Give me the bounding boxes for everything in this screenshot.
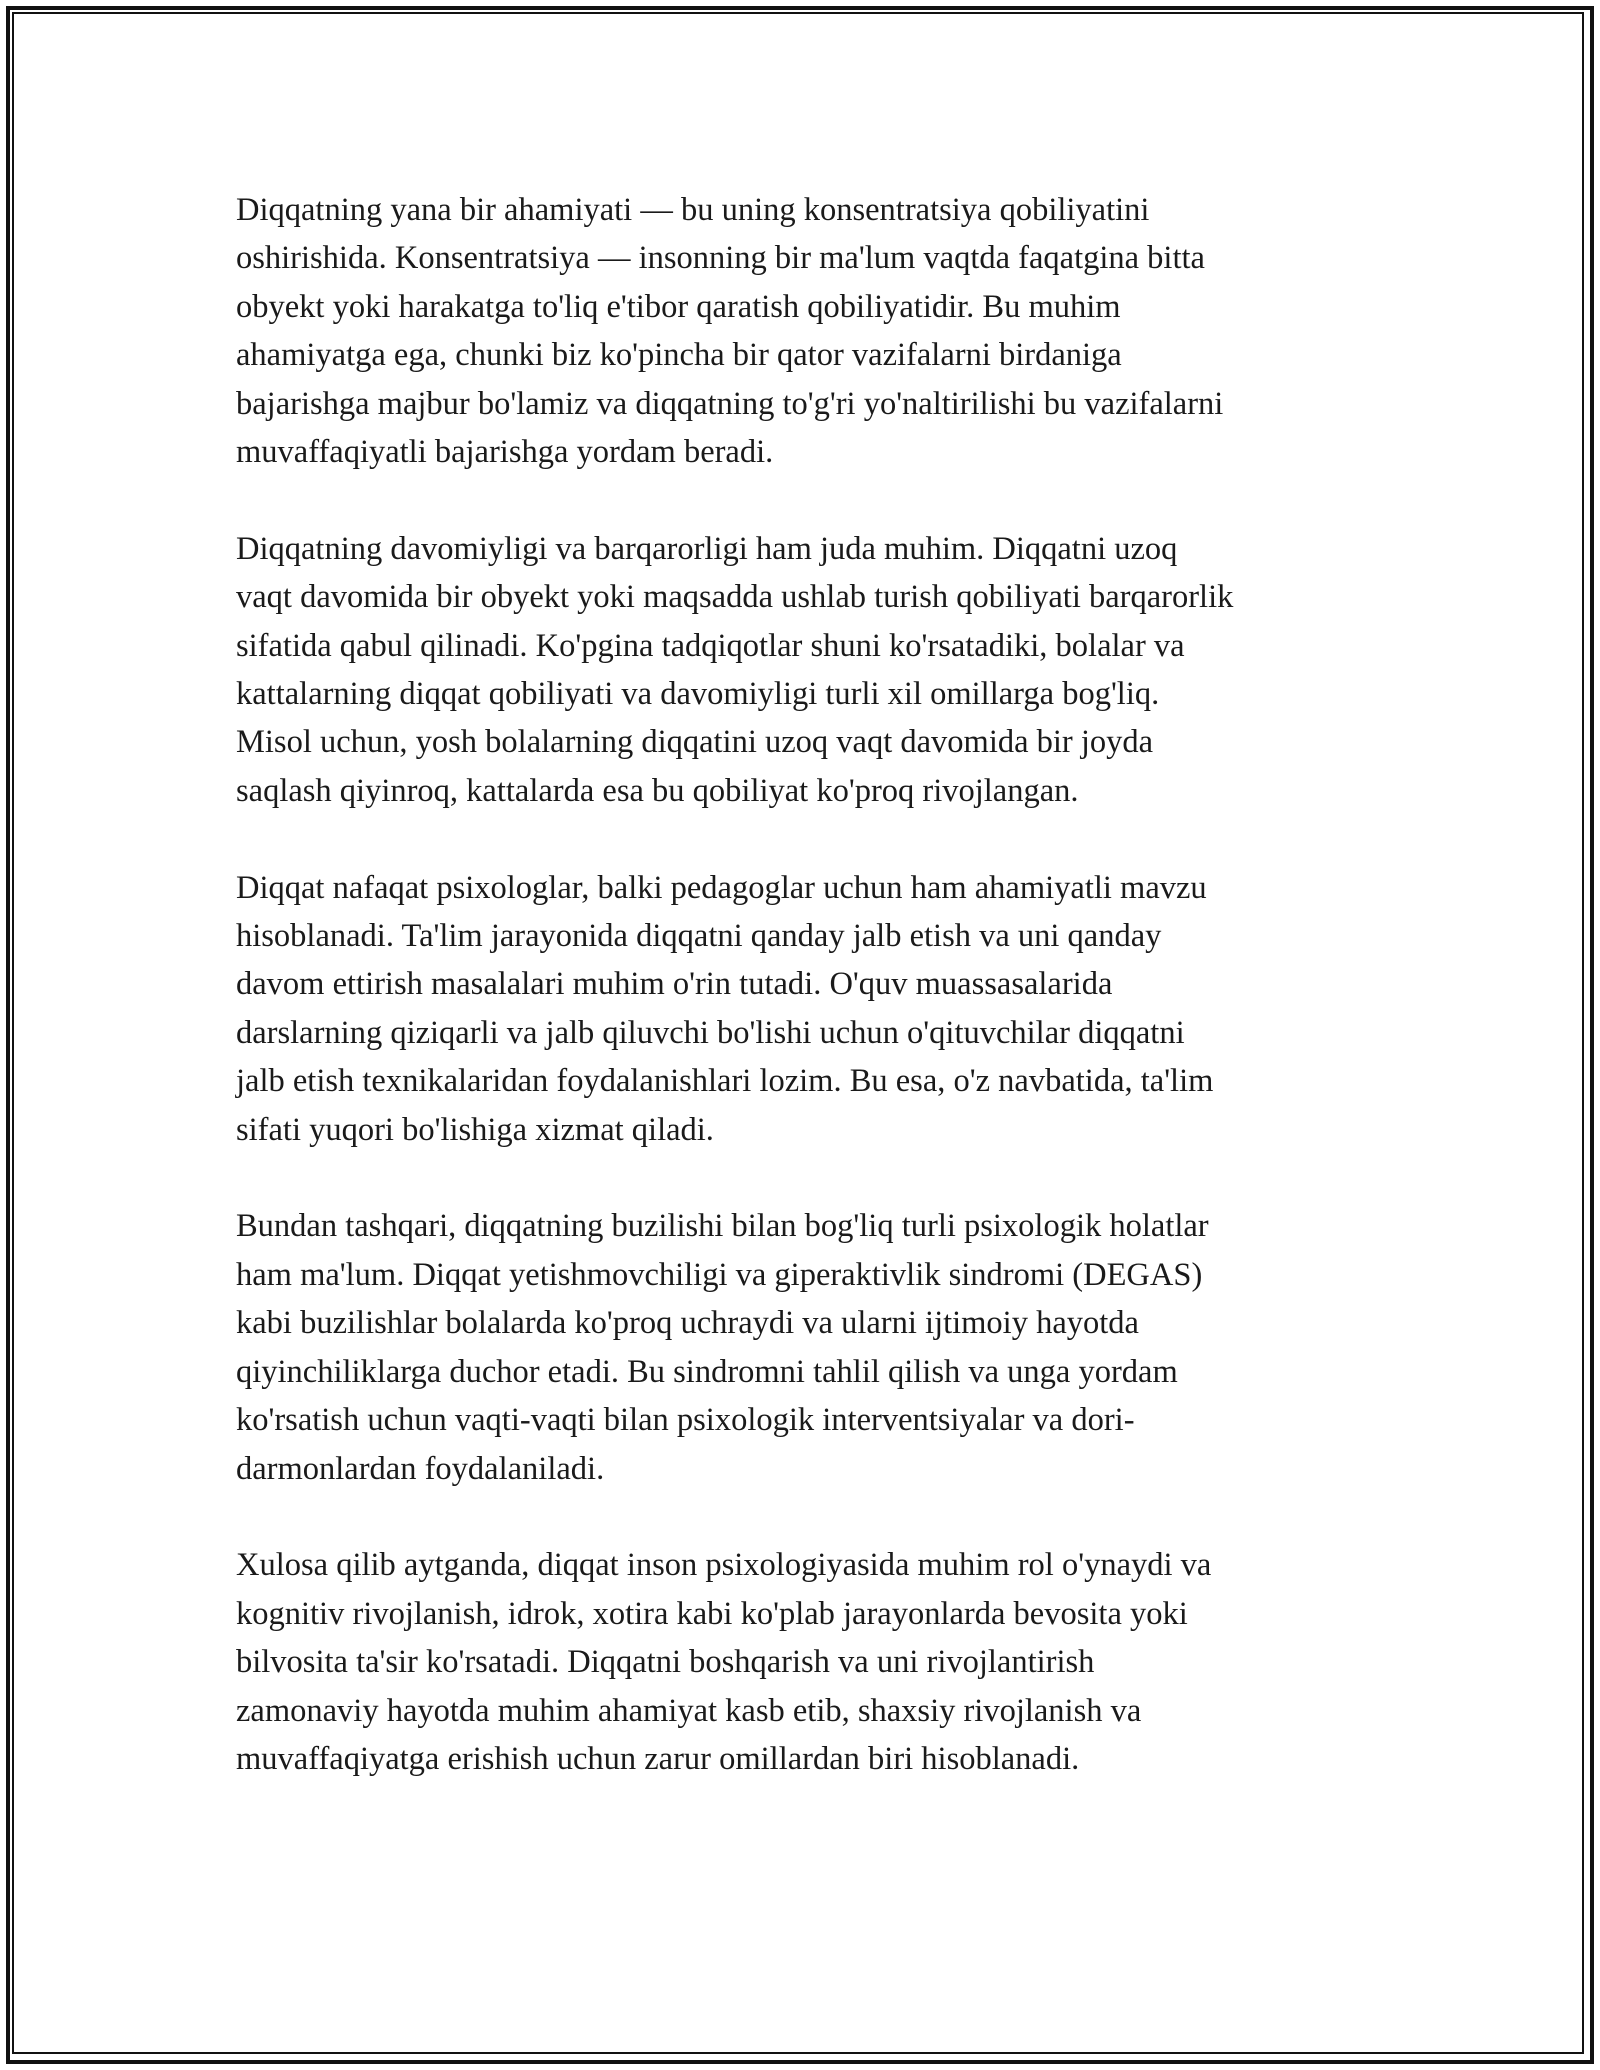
paragraph-4 (236, 1202, 1386, 1492)
text-line: oshirishida. Konsentratsiya — insonning bir ma'lum vaqtda faqatgina bitta (236, 240, 1205, 277)
text-line: vaqt davomida bir obyekt yoki maqsadda ushlab turish qobiliyati barqarorlik (236, 579, 1234, 616)
text-line: darmonlardan foydalaniladi. (236, 1450, 605, 1487)
text-line: ahamiyatga ega, chunki biz ko'pincha bir qator vazifalarni birdaniga (236, 337, 1122, 374)
text-line: obyekt yoki harakatga to'liq e'tibor qaratish qobiliyatidir. Bu muhim (236, 288, 1121, 325)
text-line: sifati yuqori bo'lishiga xizmat qiladi. (236, 1111, 714, 1148)
text-line: jalb etish texnikalaridan foydalanishlari lozim. Bu esa, o'z navbatida, ta'lim (236, 1063, 1214, 1100)
text-line: Misol uchun, yosh bolalarning diqqatini uzoq vaqt davomida bir joyda (236, 724, 1154, 761)
text-line: Xulosa qilib aytganda, diqqat inson psixologiyasida muhim rol o'ynaydi va (236, 1547, 1212, 1584)
text-line: ko'rsatish uchun vaqti-vaqti bilan psixologik interventsiyalar va dori- (236, 1402, 1135, 1439)
text-line: darslarning qiziqarli va jalb qiluvchi bo'lishi uchun o'qituvchilar diqqatni (236, 1014, 1185, 1051)
text-line: Bundan tashqari, diqqatning buzilishi bilan bog'liq turli psixologik holatlar (236, 1208, 1209, 1245)
text-line: hisoblanadi. Ta'lim jarayonida diqqatni qanday jalb etish va uni qanday (236, 918, 1162, 955)
paragraph-1 (236, 186, 1386, 476)
text-line: bajarishga majbur bo'lamiz va diqqatning to'g'ri yo'naltirilishi bu vazifalarni (236, 385, 1224, 422)
text-line: zamonaviy hayotda muhim ahamiyat kasb etib, shaxsiy rivojlanish va (236, 1692, 1142, 1729)
text-line: muvaffaqiyatli bajarishga yordam beradi. (236, 434, 774, 471)
text-line: Diqqat nafaqat psixologlar, balki pedagoglar uchun ham ahamiyatli mavzu (236, 869, 1207, 906)
text-line: Diqqatning davomiyligi va barqarorligi ham juda muhim. Diqqatni uzoq (236, 530, 1178, 567)
text-line: muvaffaqiyatga erishish uchun zarur omillardan biri hisoblanadi. (236, 1740, 1080, 1777)
paragraph-2 (236, 525, 1386, 815)
text-line: davom ettirish masalalari muhim o'rin tutadi. O'quv muassasalarida (236, 966, 1113, 1003)
text-line: kognitiv rivojlanish, idrok, xotira kabi ko'plab jarayonlarda bevosita yoki (236, 1595, 1188, 1632)
text-line: bilvosita ta'sir ko'rsatadi. Diqqatni boshqarish va uni rivojlantirish (236, 1644, 1095, 1681)
text-line: sifatida qabul qilinadi. Ko'pgina tadqiqotlar shuni ko'rsatadiki, bolalar va (236, 627, 1185, 664)
text-line: Diqqatning yana bir ahamiyati — bu uning konsentratsiya qobiliyatini (236, 192, 1150, 228)
paragraph-5 (236, 1541, 1386, 1783)
text-line: saqlash qiyinroq, kattalarda esa bu qobiliyat ko'proq rivojlangan. (236, 772, 1079, 809)
paragraph-3 (236, 864, 1386, 1154)
document-body (236, 186, 1386, 1832)
text-line: kabi buzilishlar bolalarda ko'proq uchraydi va ularni ijtimoiy hayotda (236, 1305, 1139, 1342)
text-line: qiyinchiliklarga duchor etadi. Bu sindromni tahlil qilish va unga yordam (236, 1353, 1178, 1390)
text-line: ham ma'lum. Diqqat yetishmovchiligi va giperaktivlik sindromi (DEGAS) (236, 1256, 1203, 1293)
text-line: kattalarning diqqat qobiliyati va davomiyligi turli xil omillarga bog'liq. (236, 676, 1160, 713)
